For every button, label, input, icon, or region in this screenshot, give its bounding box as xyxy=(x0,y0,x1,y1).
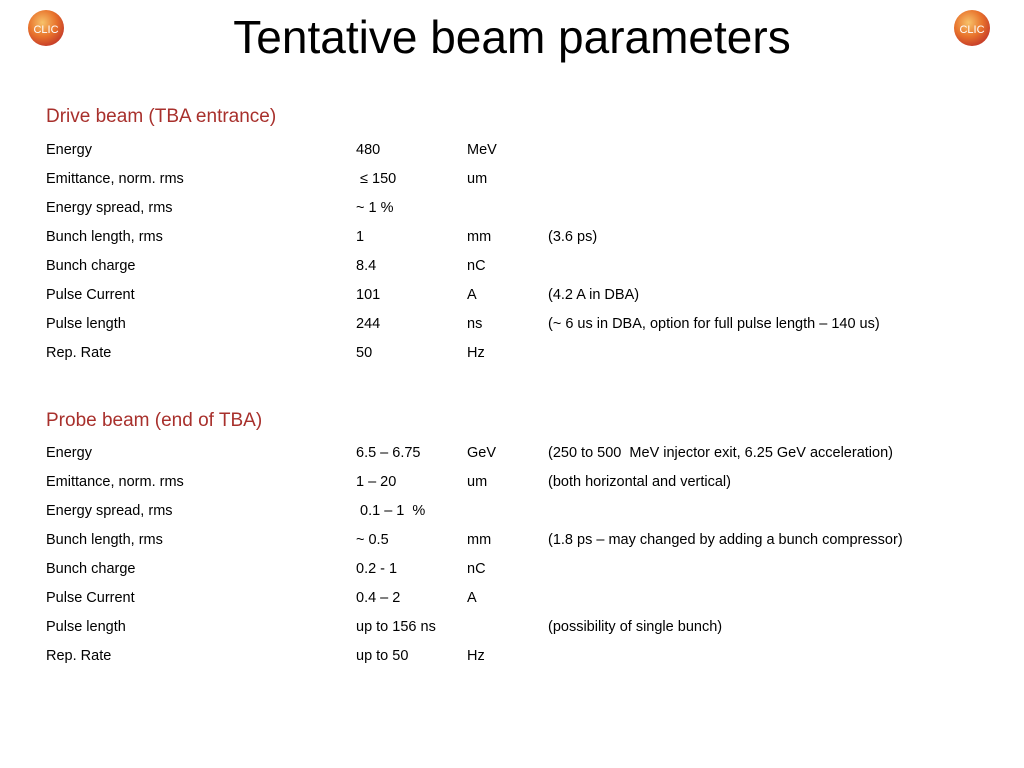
param-value: up to 50 xyxy=(356,648,409,664)
table-row xyxy=(0,225,1024,249)
param-name: Pulse length xyxy=(46,316,126,332)
table-row xyxy=(0,615,1024,639)
table-row xyxy=(0,586,1024,610)
param-value: 0.2 - 1 xyxy=(356,561,398,577)
param-unit: A xyxy=(467,590,477,606)
table-row xyxy=(0,499,1024,523)
table-row xyxy=(0,254,1024,278)
param-name: Rep. Rate xyxy=(46,648,112,664)
param-name: Emittance, norm. rms xyxy=(46,171,184,187)
table-row xyxy=(0,138,1024,162)
param-value: 8.4 xyxy=(356,258,377,274)
table-row xyxy=(0,557,1024,581)
param-value: ~ 0.5 xyxy=(356,532,389,548)
param-value: 0.4 – 2 xyxy=(356,590,401,606)
param-name: Pulse Current xyxy=(46,287,135,303)
table-row xyxy=(0,528,1024,552)
param-note: (250 to 500 MeV injector exit, 6.25 GeV acceleration) xyxy=(548,445,893,461)
param-value: 1 – 20 xyxy=(356,474,397,490)
param-unit: GeV xyxy=(467,445,497,461)
table-row xyxy=(0,341,1024,365)
svg-text:CLIC: CLIC xyxy=(959,24,985,36)
param-name: Energy spread, rms xyxy=(46,200,173,216)
param-name: Energy xyxy=(46,142,92,158)
param-name: Bunch length, rms xyxy=(46,229,163,245)
svg-text:CLIC: CLIC xyxy=(33,24,59,36)
param-unit: um xyxy=(467,171,488,187)
param-unit: ns xyxy=(467,316,483,332)
param-value: 50 xyxy=(356,345,373,361)
param-unit: Hz xyxy=(467,345,485,361)
param-note: (both horizontal and vertical) xyxy=(548,474,731,490)
param-note: (4.2 A in DBA) xyxy=(548,287,640,303)
param-name: Rep. Rate xyxy=(46,345,112,361)
param-value: ≤ 150 xyxy=(356,171,397,187)
param-name: Energy spread, rms xyxy=(46,503,173,519)
param-value: ~ 1 % xyxy=(356,200,394,216)
param-name: Pulse Current xyxy=(46,590,135,606)
param-name: Bunch charge xyxy=(46,258,136,274)
param-unit: nC xyxy=(467,258,486,274)
table-row xyxy=(0,283,1024,307)
table-row xyxy=(0,167,1024,191)
param-value: up to 156 ns xyxy=(356,619,436,635)
param-value: 101 xyxy=(356,287,381,303)
param-value: 6.5 – 6.75 xyxy=(356,445,421,461)
param-value: 244 xyxy=(356,316,381,332)
table-row xyxy=(0,441,1024,465)
drive-beam-heading: Drive beam (TBA entrance) xyxy=(46,106,277,127)
table-row xyxy=(0,470,1024,494)
param-note: (1.8 ps – may changed by adding a bunch compressor) xyxy=(548,532,903,548)
param-unit: MeV xyxy=(467,142,497,158)
table-row xyxy=(0,644,1024,668)
param-note: (~ 6 us in DBA, option for full pulse length – 140 us) xyxy=(548,316,880,332)
param-name: Bunch length, rms xyxy=(46,532,163,548)
param-unit: mm xyxy=(467,532,492,548)
param-unit: nC xyxy=(467,561,486,577)
param-value: 1 xyxy=(356,229,365,245)
table-row xyxy=(0,196,1024,220)
param-name: Bunch charge xyxy=(46,561,136,577)
table-row xyxy=(0,312,1024,336)
param-value: 480 xyxy=(356,142,381,158)
param-note: (3.6 ps) xyxy=(548,229,598,245)
param-name: Emittance, norm. rms xyxy=(46,474,184,490)
param-name: Pulse length xyxy=(46,619,126,635)
param-unit: A xyxy=(467,287,477,303)
probe-beam-heading: Probe beam (end of TBA) xyxy=(46,410,263,431)
slide-title: Tentative beam parameters xyxy=(233,11,791,63)
param-unit: Hz xyxy=(467,648,485,664)
param-unit: mm xyxy=(467,229,492,245)
param-name: Energy xyxy=(46,445,92,461)
param-value: 0.1 – 1 % xyxy=(356,503,426,519)
param-unit: um xyxy=(467,474,488,490)
param-note: (possibility of single bunch) xyxy=(548,619,723,635)
